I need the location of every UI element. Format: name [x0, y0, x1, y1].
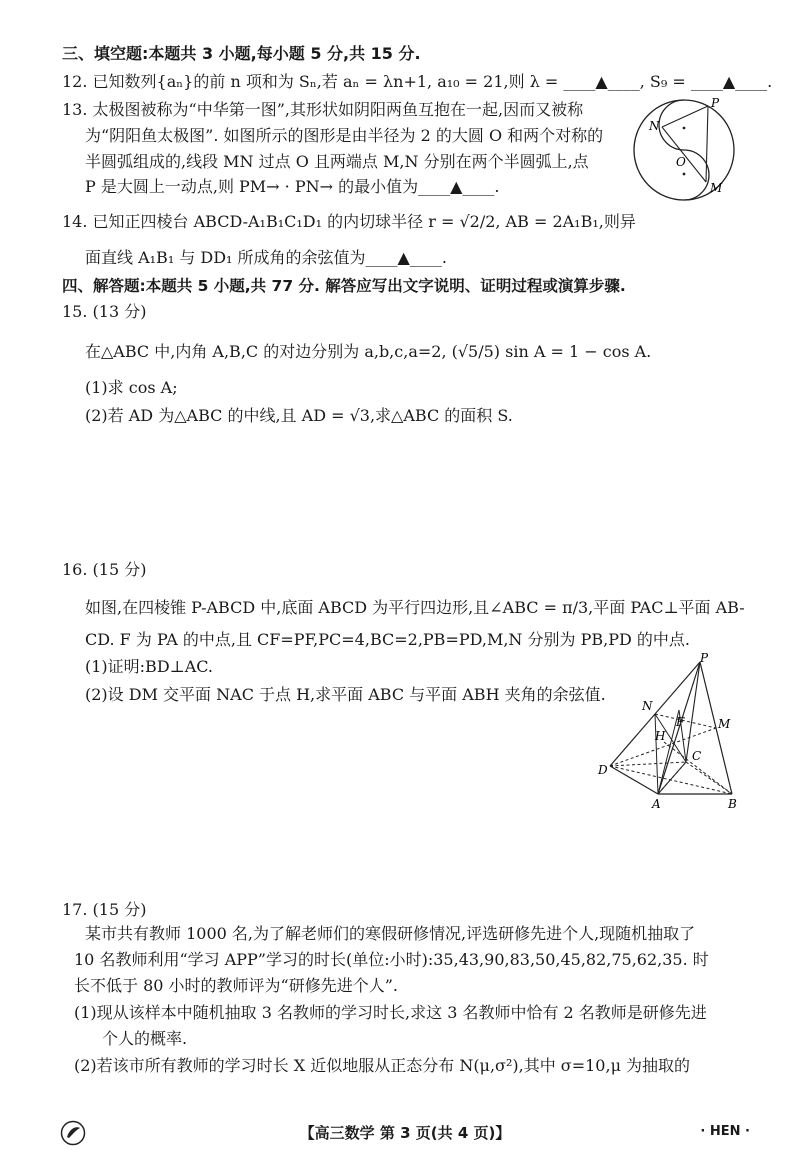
q17-part2: (2)若该市所有教师的学习时长 X 近似地服从正态分布 N(μ,σ²),其中 σ=10,μ 为抽取的 [74, 1056, 691, 1075]
pyr-label-P: P [700, 651, 709, 665]
pyr-label-C: C [692, 749, 702, 763]
section3-heading: 三、填空题:本题共 3 小题,每小题 5 分,共 15 分. [62, 44, 421, 63]
segment-PM [706, 106, 708, 182]
question-12: 12. 已知数列{aₙ}的前 n 项和为 Sₙ,若 aₙ = λn+1, a₁₀ = 21,则 λ = ____▲____, S₉ = ____▲____. [62, 72, 773, 91]
q16-stem-line-1: 如图,在四棱锥 P-ABCD 中,底面 ABCD 为平行四边形,且∠ABC = π/3,平面 PAC⊥平面 AB- [85, 598, 745, 617]
q15-header: 15. (13 分) [62, 302, 147, 321]
q17-stem-line-2: 10 名教师利用“学习 APP”学习的时长(单位:小时):35,43,90,83,50,45,82,75,62,35. 时 [74, 950, 709, 969]
pyramid-figure [596, 650, 746, 810]
q15-part2: (2)若 AD 为△ABC 的中线,且 AD = √3,求△ABC 的面积 S. [85, 406, 513, 425]
q17-part1-line-2: 个人的概率. [102, 1029, 188, 1048]
lower-semicircle-arc [684, 150, 709, 200]
q17-header: 17. (15 分) [62, 900, 147, 919]
q17-stem-line-3: 长不低于 80 小时的教师评为“研修先进个人”. [74, 976, 398, 995]
page-number-label: 【高三数学 第 3 页(共 4 页)】 [299, 1124, 511, 1142]
label-P: P [711, 96, 720, 110]
pyr-label-D: D [598, 763, 608, 777]
pyr-label-F: F [676, 715, 685, 729]
q17-stem-line-1: 某市共有教师 1000 名,为了解老师们的寒假研修情况,评选研修先进个人,现随机抽取了 [85, 924, 696, 943]
q13-line-1: 13. 太极图被称为“中华第一图”,其形状如阴阳两鱼互抱在一起,因而又被称 [62, 100, 584, 119]
q16-stem-line-2: CD. F 为 PA 的中点,且 CF=PF,PC=4,BC=2,PB=PD,M,N 分别为 PB,PD 的中点. [85, 630, 690, 649]
q15-stem: 在△ABC 中,内角 A,B,C 的对边分别为 a,b,c,a=2, (√5/5) sin A = 1 − cos A. [85, 342, 652, 361]
taiji-figure [624, 94, 748, 206]
page-footer [60, 1120, 750, 1150]
q16-part2: (2)设 DM 交平面 NAC 于点 H,求平面 ABC 与平面 ABH 夹角的余弦值. [85, 685, 606, 704]
pyr-label-H: H [655, 729, 666, 743]
label-O: O [676, 155, 686, 169]
q15-part1: (1)求 cos A; [85, 378, 178, 397]
pyr-label-B: B [728, 797, 737, 810]
q13-line-4: P 是大圆上一动点,则 PM→ · PN→ 的最小值为____▲____. [85, 177, 500, 196]
q14-line-1: 14. 已知正四棱台 ABCD-A₁B₁C₁D₁ 的内切球半径 r = √2/2, AB = 2A₁B₁,则异 [62, 212, 636, 231]
upper-semicircle-arc [659, 100, 684, 150]
q13-line-2: 为“阴阳鱼太极图”. 如图所示的图形是由半径为 2 的大圆 O 和两个对称的 [85, 126, 604, 145]
pyr-label-A: A [652, 797, 661, 810]
q16-part1: (1)证明:BD⊥AC. [85, 657, 214, 676]
label-M: M [710, 181, 723, 195]
q16-header: 16. (15 分) [62, 560, 147, 579]
segment-PN [662, 106, 708, 127]
q13-line-3: 半圆弧组成的,线段 MN 过点 O 且两端点 M,N 分别在两个半圆弧上,点 [85, 152, 589, 171]
pyr-label-M: M [718, 717, 731, 731]
q17-part1-line-1: (1)现从该样本中随机抽取 3 名教师的学习时长,求这 3 名教师中恰有 2 名教师是研修先进 [74, 1003, 707, 1022]
pyr-label-N: N [642, 699, 653, 713]
label-N: N [649, 119, 660, 133]
q14-line-2: 面直线 A₁B₁ 与 DD₁ 所成角的余弦值为____▲____. [85, 248, 447, 267]
section4-heading: 四、解答题:本题共 5 小题,共 77 分. 解答应写出文字说明、证明过程或演算步骤. [62, 277, 626, 295]
footer-code: · HEN · [700, 1124, 750, 1139]
